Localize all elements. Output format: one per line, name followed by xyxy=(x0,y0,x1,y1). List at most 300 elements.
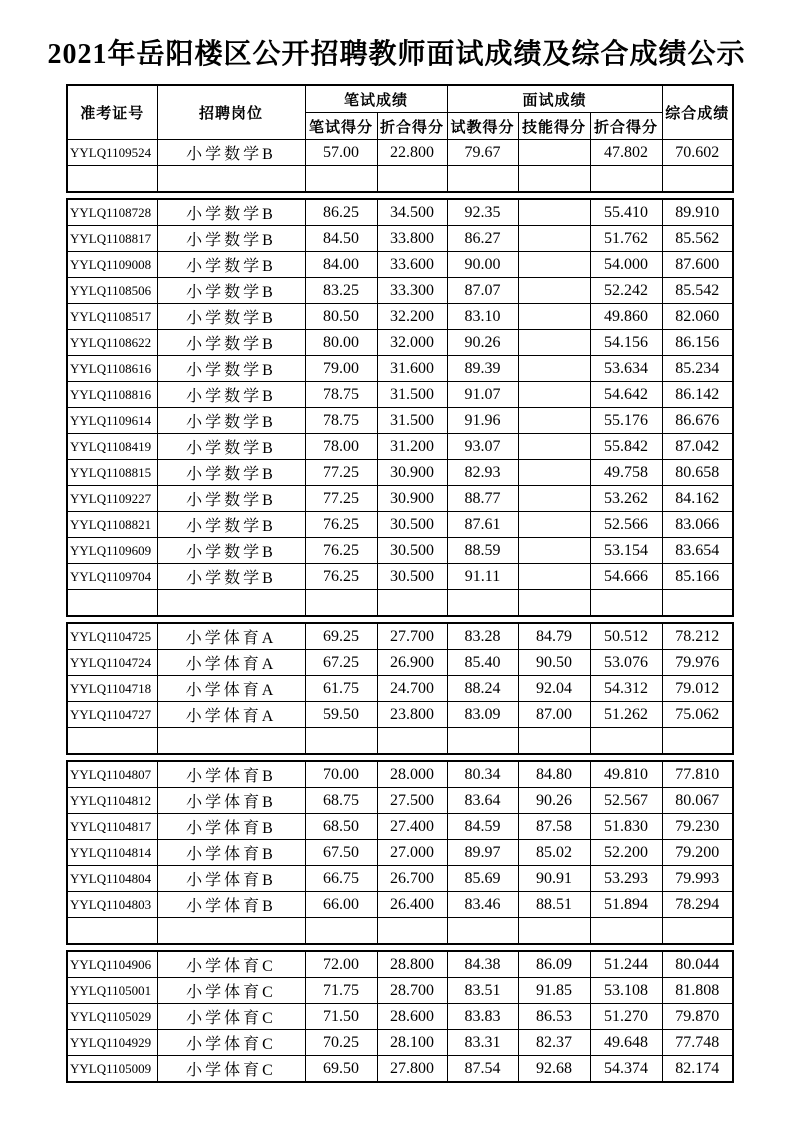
cell-comprehensive: 85.166 xyxy=(662,564,733,590)
col-header-position: 招聘岗位 xyxy=(157,85,305,140)
cell-teaching-score: 89.39 xyxy=(447,356,518,382)
cell-comprehensive: 83.654 xyxy=(662,538,733,564)
cell-position: 小学数学B xyxy=(157,460,305,486)
table-row xyxy=(67,702,733,728)
table-row xyxy=(67,814,733,840)
cell-interview-converted: 53.076 xyxy=(590,650,662,676)
cell-skill-score: 86.53 xyxy=(518,1004,590,1030)
table-row xyxy=(67,140,733,166)
cell-written-score: 80.50 xyxy=(305,304,377,330)
cell-admission-no: YYLQ1105029 xyxy=(67,1004,157,1030)
cell-admission-no xyxy=(67,728,157,755)
cell-skill-score xyxy=(518,330,590,356)
cell-written-converted: 28.800 xyxy=(377,951,447,978)
cell-written-score: 66.00 xyxy=(305,892,377,918)
cell-skill-score xyxy=(518,564,590,590)
cell-comprehensive: 82.174 xyxy=(662,1056,733,1083)
cell-written-score: 76.25 xyxy=(305,538,377,564)
cell-written-score: 61.75 xyxy=(305,676,377,702)
cell-admission-no: YYLQ1109614 xyxy=(67,408,157,434)
cell-written-converted: 26.400 xyxy=(377,892,447,918)
cell-admission-no: YYLQ1108419 xyxy=(67,434,157,460)
cell-teaching-score: 83.51 xyxy=(447,978,518,1004)
cell-admission-no: YYLQ1104814 xyxy=(67,840,157,866)
cell-skill-score: 84.80 xyxy=(518,761,590,788)
cell-interview-converted xyxy=(590,166,662,193)
cell-written-converted: 31.500 xyxy=(377,382,447,408)
cell-skill-score: 88.51 xyxy=(518,892,590,918)
cell-skill-score: 92.04 xyxy=(518,676,590,702)
cell-skill-score xyxy=(518,278,590,304)
cell-admission-no: YYLQ1105009 xyxy=(67,1056,157,1083)
cell-skill-score xyxy=(518,486,590,512)
cell-skill-score: 90.91 xyxy=(518,866,590,892)
cell-admission-no: YYLQ1104803 xyxy=(67,892,157,918)
table-row xyxy=(67,564,733,590)
cell-written-score: 69.25 xyxy=(305,623,377,650)
cell-written-converted: 30.900 xyxy=(377,486,447,512)
table-row xyxy=(67,278,733,304)
cell-skill-score: 86.09 xyxy=(518,951,590,978)
score-table-header-section xyxy=(66,84,734,193)
cell-written-score: 70.25 xyxy=(305,1030,377,1056)
cell-admission-no: YYLQ1104817 xyxy=(67,814,157,840)
cell-interview-converted: 50.512 xyxy=(590,623,662,650)
table-row xyxy=(67,761,733,788)
cell-written-converted: 31.600 xyxy=(377,356,447,382)
cell-comprehensive: 79.870 xyxy=(662,1004,733,1030)
cell-written-converted: 27.800 xyxy=(377,1056,447,1083)
cell-interview-converted: 53.634 xyxy=(590,356,662,382)
cell-admission-no: YYLQ1105001 xyxy=(67,978,157,1004)
cell-position: 小学数学B xyxy=(157,252,305,278)
cell-written-score: 76.25 xyxy=(305,564,377,590)
cell-interview-converted: 49.860 xyxy=(590,304,662,330)
cell-teaching-score: 88.24 xyxy=(447,676,518,702)
cell-admission-no: YYLQ1104807 xyxy=(67,761,157,788)
cell-admission-no: YYLQ1104724 xyxy=(67,650,157,676)
header-row-1 xyxy=(67,85,733,113)
cell-written-score xyxy=(305,918,377,945)
cell-written-converted: 28.100 xyxy=(377,1030,447,1056)
cell-skill-score xyxy=(518,512,590,538)
cell-comprehensive xyxy=(662,166,733,193)
cell-written-converted: 32.000 xyxy=(377,330,447,356)
col-header-comprehensive: 综合成绩 xyxy=(662,85,733,140)
cell-comprehensive: 86.676 xyxy=(662,408,733,434)
cell-position: 小学数学B xyxy=(157,304,305,330)
cell-written-converted: 28.000 xyxy=(377,761,447,788)
cell-interview-converted: 49.648 xyxy=(590,1030,662,1056)
cell-written-score: 70.00 xyxy=(305,761,377,788)
page-title: 2021年岳阳楼区公开招聘教师面试成绩及综合成绩公示 xyxy=(47,39,746,70)
table-header xyxy=(67,85,733,140)
cell-written-converted xyxy=(377,166,447,193)
cell-written-score: 71.50 xyxy=(305,1004,377,1030)
table-row xyxy=(67,252,733,278)
empty-row xyxy=(67,166,733,193)
cell-interview-converted: 47.802 xyxy=(590,140,662,166)
cell-interview-converted: 53.108 xyxy=(590,978,662,1004)
cell-comprehensive: 83.066 xyxy=(662,512,733,538)
cell-teaching-score xyxy=(447,590,518,617)
cell-position: 小学体育C xyxy=(157,978,305,1004)
cell-admission-no xyxy=(67,166,157,193)
cell-comprehensive: 79.976 xyxy=(662,650,733,676)
table-row xyxy=(67,623,733,650)
cell-written-converted xyxy=(377,728,447,755)
table-row xyxy=(67,382,733,408)
cell-skill-score xyxy=(518,918,590,945)
cell-interview-converted xyxy=(590,918,662,945)
cell-comprehensive: 85.234 xyxy=(662,356,733,382)
cell-written-score: 57.00 xyxy=(305,140,377,166)
cell-admission-no: YYLQ1108815 xyxy=(67,460,157,486)
cell-written-score: 78.00 xyxy=(305,434,377,460)
cell-skill-score: 87.58 xyxy=(518,814,590,840)
cell-admission-no: YYLQ1108817 xyxy=(67,226,157,252)
cell-skill-score xyxy=(518,434,590,460)
cell-position: 小学体育C xyxy=(157,1030,305,1056)
cell-admission-no: YYLQ1104725 xyxy=(67,623,157,650)
cell-admission-no: YYLQ1108821 xyxy=(67,512,157,538)
cell-comprehensive: 87.600 xyxy=(662,252,733,278)
cell-written-converted: 30.500 xyxy=(377,564,447,590)
cell-position: 小学数学B xyxy=(157,199,305,226)
table-row xyxy=(67,460,733,486)
cell-written-score xyxy=(305,728,377,755)
cell-skill-score: 87.00 xyxy=(518,702,590,728)
cell-interview-converted: 53.154 xyxy=(590,538,662,564)
cell-written-converted: 33.300 xyxy=(377,278,447,304)
cell-written-score: 72.00 xyxy=(305,951,377,978)
cell-comprehensive: 70.602 xyxy=(662,140,733,166)
cell-position: 小学体育B xyxy=(157,866,305,892)
cell-written-score: 67.25 xyxy=(305,650,377,676)
table-row xyxy=(67,978,733,1004)
cell-teaching-score: 90.26 xyxy=(447,330,518,356)
col-header-interview-group: 面试成绩 xyxy=(447,85,662,113)
cell-admission-no: YYLQ1109227 xyxy=(67,486,157,512)
cell-comprehensive xyxy=(662,590,733,617)
table-row xyxy=(67,676,733,702)
cell-skill-score xyxy=(518,728,590,755)
cell-teaching-score: 83.09 xyxy=(447,702,518,728)
col-header-interview-converted: 折合得分 xyxy=(590,113,662,140)
table-row xyxy=(67,788,733,814)
cell-teaching-score: 83.28 xyxy=(447,623,518,650)
table-body-section-4 xyxy=(67,761,733,944)
cell-position: 小学数学B xyxy=(157,140,305,166)
cell-skill-score: 82.37 xyxy=(518,1030,590,1056)
table-row xyxy=(67,1030,733,1056)
cell-admission-no: YYLQ1109609 xyxy=(67,538,157,564)
cell-comprehensive: 77.748 xyxy=(662,1030,733,1056)
cell-teaching-score: 92.35 xyxy=(447,199,518,226)
cell-interview-converted: 55.842 xyxy=(590,434,662,460)
cell-position: 小学体育B xyxy=(157,761,305,788)
cell-teaching-score: 88.59 xyxy=(447,538,518,564)
cell-admission-no: YYLQ1109704 xyxy=(67,564,157,590)
cell-written-converted: 34.500 xyxy=(377,199,447,226)
cell-admission-no: YYLQ1109524 xyxy=(67,140,157,166)
cell-teaching-score: 89.97 xyxy=(447,840,518,866)
cell-comprehensive: 86.156 xyxy=(662,330,733,356)
cell-written-converted: 27.000 xyxy=(377,840,447,866)
cell-comprehensive: 79.012 xyxy=(662,676,733,702)
cell-position xyxy=(157,590,305,617)
cell-interview-converted: 53.262 xyxy=(590,486,662,512)
cell-interview-converted: 54.312 xyxy=(590,676,662,702)
cell-teaching-score: 82.93 xyxy=(447,460,518,486)
cell-teaching-score xyxy=(447,918,518,945)
cell-admission-no: YYLQ1108517 xyxy=(67,304,157,330)
col-header-admission-no: 准考证号 xyxy=(67,85,157,140)
cell-skill-score xyxy=(518,356,590,382)
cell-written-score: 71.75 xyxy=(305,978,377,1004)
cell-teaching-score: 91.96 xyxy=(447,408,518,434)
cell-comprehensive: 89.910 xyxy=(662,199,733,226)
cell-comprehensive: 85.562 xyxy=(662,226,733,252)
cell-written-converted: 33.800 xyxy=(377,226,447,252)
cell-written-score: 78.75 xyxy=(305,408,377,434)
cell-position: 小学数学B xyxy=(157,564,305,590)
table-row xyxy=(67,226,733,252)
cell-interview-converted xyxy=(590,728,662,755)
cell-skill-score: 85.02 xyxy=(518,840,590,866)
cell-skill-score xyxy=(518,382,590,408)
cell-admission-no: YYLQ1104718 xyxy=(67,676,157,702)
cell-comprehensive: 80.044 xyxy=(662,951,733,978)
table-row xyxy=(67,866,733,892)
cell-position xyxy=(157,166,305,193)
cell-interview-converted: 49.758 xyxy=(590,460,662,486)
col-header-written-converted: 折合得分 xyxy=(377,113,447,140)
table-row xyxy=(67,892,733,918)
cell-written-score: 77.25 xyxy=(305,486,377,512)
cell-comprehensive: 80.658 xyxy=(662,460,733,486)
table-body-section-5 xyxy=(67,951,733,1082)
cell-skill-score: 90.26 xyxy=(518,788,590,814)
cell-teaching-score: 84.38 xyxy=(447,951,518,978)
cell-skill-score xyxy=(518,304,590,330)
cell-comprehensive xyxy=(662,728,733,755)
cell-position: 小学体育B xyxy=(157,892,305,918)
table-row xyxy=(67,486,733,512)
cell-interview-converted: 55.176 xyxy=(590,408,662,434)
cell-admission-no: YYLQ1104727 xyxy=(67,702,157,728)
cell-interview-converted: 52.200 xyxy=(590,840,662,866)
cell-position: 小学体育A xyxy=(157,650,305,676)
cell-position xyxy=(157,918,305,945)
cell-interview-converted: 52.567 xyxy=(590,788,662,814)
cell-comprehensive: 79.993 xyxy=(662,866,733,892)
cell-teaching-score: 93.07 xyxy=(447,434,518,460)
cell-interview-converted: 54.642 xyxy=(590,382,662,408)
cell-admission-no: YYLQ1104812 xyxy=(67,788,157,814)
cell-skill-score xyxy=(518,408,590,434)
cell-comprehensive: 79.200 xyxy=(662,840,733,866)
cell-position: 小学数学B xyxy=(157,226,305,252)
table-row xyxy=(67,951,733,978)
cell-written-converted: 27.700 xyxy=(377,623,447,650)
cell-written-converted: 27.400 xyxy=(377,814,447,840)
cell-written-converted: 31.200 xyxy=(377,434,447,460)
cell-position xyxy=(157,728,305,755)
table-row xyxy=(67,840,733,866)
cell-interview-converted: 55.410 xyxy=(590,199,662,226)
cell-position: 小学体育C xyxy=(157,1056,305,1083)
cell-teaching-score: 80.34 xyxy=(447,761,518,788)
table-row xyxy=(67,650,733,676)
cell-admission-no: YYLQ1104804 xyxy=(67,866,157,892)
cell-teaching-score: 85.69 xyxy=(447,866,518,892)
cell-interview-converted: 51.270 xyxy=(590,1004,662,1030)
cell-written-score: 83.25 xyxy=(305,278,377,304)
cell-skill-score xyxy=(518,590,590,617)
col-header-written-group: 笔试成绩 xyxy=(305,85,447,113)
cell-written-converted: 27.500 xyxy=(377,788,447,814)
cell-teaching-score: 88.77 xyxy=(447,486,518,512)
cell-written-score xyxy=(305,590,377,617)
col-header-written-score: 笔试得分 xyxy=(305,113,377,140)
cell-admission-no: YYLQ1109008 xyxy=(67,252,157,278)
cell-written-converted: 26.700 xyxy=(377,866,447,892)
cell-written-converted xyxy=(377,918,447,945)
cell-written-score xyxy=(305,166,377,193)
cell-teaching-score xyxy=(447,166,518,193)
cell-written-score: 78.75 xyxy=(305,382,377,408)
score-table xyxy=(66,84,734,1083)
cell-skill-score: 92.68 xyxy=(518,1056,590,1083)
cell-comprehensive: 80.067 xyxy=(662,788,733,814)
empty-row xyxy=(67,590,733,617)
cell-skill-score xyxy=(518,538,590,564)
cell-written-score: 79.00 xyxy=(305,356,377,382)
cell-comprehensive: 84.162 xyxy=(662,486,733,512)
cell-written-converted: 32.200 xyxy=(377,304,447,330)
cell-position: 小学体育A xyxy=(157,623,305,650)
cell-skill-score xyxy=(518,166,590,193)
score-table-section-5 xyxy=(66,950,734,1083)
cell-interview-converted: 51.244 xyxy=(590,951,662,978)
table-body-section-3 xyxy=(67,623,733,754)
cell-interview-converted: 51.262 xyxy=(590,702,662,728)
cell-skill-score xyxy=(518,226,590,252)
cell-teaching-score: 87.07 xyxy=(447,278,518,304)
cell-position: 小学数学B xyxy=(157,408,305,434)
cell-teaching-score: 83.10 xyxy=(447,304,518,330)
cell-teaching-score: 91.11 xyxy=(447,564,518,590)
cell-written-score: 76.25 xyxy=(305,512,377,538)
cell-position: 小学数学B xyxy=(157,434,305,460)
cell-admission-no xyxy=(67,590,157,617)
cell-teaching-score: 90.00 xyxy=(447,252,518,278)
cell-comprehensive: 85.542 xyxy=(662,278,733,304)
cell-position: 小学数学B xyxy=(157,512,305,538)
cell-comprehensive: 86.142 xyxy=(662,382,733,408)
cell-position: 小学数学B xyxy=(157,278,305,304)
cell-written-converted: 28.600 xyxy=(377,1004,447,1030)
cell-position: 小学数学B xyxy=(157,356,305,382)
cell-position: 小学数学B xyxy=(157,382,305,408)
table-row xyxy=(67,1056,733,1083)
cell-written-score: 68.75 xyxy=(305,788,377,814)
cell-written-converted: 30.500 xyxy=(377,512,447,538)
cell-teaching-score: 86.27 xyxy=(447,226,518,252)
cell-written-converted: 23.800 xyxy=(377,702,447,728)
cell-skill-score: 91.85 xyxy=(518,978,590,1004)
table-row xyxy=(67,356,733,382)
table-body-section-2 xyxy=(67,199,733,616)
cell-written-converted: 31.500 xyxy=(377,408,447,434)
cell-comprehensive: 87.042 xyxy=(662,434,733,460)
cell-written-converted: 30.500 xyxy=(377,538,447,564)
cell-written-score: 66.75 xyxy=(305,866,377,892)
cell-comprehensive: 79.230 xyxy=(662,814,733,840)
cell-comprehensive: 75.062 xyxy=(662,702,733,728)
cell-comprehensive: 77.810 xyxy=(662,761,733,788)
cell-comprehensive: 78.212 xyxy=(662,623,733,650)
cell-teaching-score: 84.59 xyxy=(447,814,518,840)
cell-skill-score xyxy=(518,199,590,226)
score-table-section-3 xyxy=(66,622,734,755)
table-row xyxy=(67,330,733,356)
cell-admission-no: YYLQ1104929 xyxy=(67,1030,157,1056)
table-body-section-1 xyxy=(67,140,733,193)
cell-admission-no: YYLQ1108622 xyxy=(67,330,157,356)
cell-teaching-score: 91.07 xyxy=(447,382,518,408)
empty-row xyxy=(67,728,733,755)
cell-position: 小学体育B xyxy=(157,814,305,840)
cell-written-converted: 33.600 xyxy=(377,252,447,278)
col-header-skill-score: 技能得分 xyxy=(518,113,590,140)
cell-written-score: 86.25 xyxy=(305,199,377,226)
cell-interview-converted: 54.374 xyxy=(590,1056,662,1083)
cell-comprehensive: 82.060 xyxy=(662,304,733,330)
cell-position: 小学数学B xyxy=(157,538,305,564)
cell-interview-converted: 53.293 xyxy=(590,866,662,892)
cell-interview-converted xyxy=(590,590,662,617)
cell-written-converted: 26.900 xyxy=(377,650,447,676)
cell-interview-converted: 54.000 xyxy=(590,252,662,278)
cell-teaching-score: 83.64 xyxy=(447,788,518,814)
cell-interview-converted: 52.242 xyxy=(590,278,662,304)
cell-admission-no: YYLQ1104906 xyxy=(67,951,157,978)
table-row xyxy=(67,512,733,538)
cell-position: 小学体育C xyxy=(157,951,305,978)
cell-written-converted: 24.700 xyxy=(377,676,447,702)
cell-position: 小学数学B xyxy=(157,486,305,512)
cell-comprehensive: 81.808 xyxy=(662,978,733,1004)
cell-written-converted: 28.700 xyxy=(377,978,447,1004)
cell-interview-converted: 51.830 xyxy=(590,814,662,840)
cell-skill-score xyxy=(518,460,590,486)
cell-position: 小学体育A xyxy=(157,702,305,728)
table-row xyxy=(67,199,733,226)
cell-position: 小学体育B xyxy=(157,788,305,814)
cell-teaching-score: 83.46 xyxy=(447,892,518,918)
score-table-section-2 xyxy=(66,198,734,617)
cell-skill-score: 90.50 xyxy=(518,650,590,676)
cell-interview-converted: 52.566 xyxy=(590,512,662,538)
empty-row xyxy=(67,918,733,945)
cell-skill-score xyxy=(518,140,590,166)
cell-admission-no: YYLQ1108616 xyxy=(67,356,157,382)
cell-admission-no: YYLQ1108506 xyxy=(67,278,157,304)
cell-interview-converted: 49.810 xyxy=(590,761,662,788)
cell-written-converted xyxy=(377,590,447,617)
